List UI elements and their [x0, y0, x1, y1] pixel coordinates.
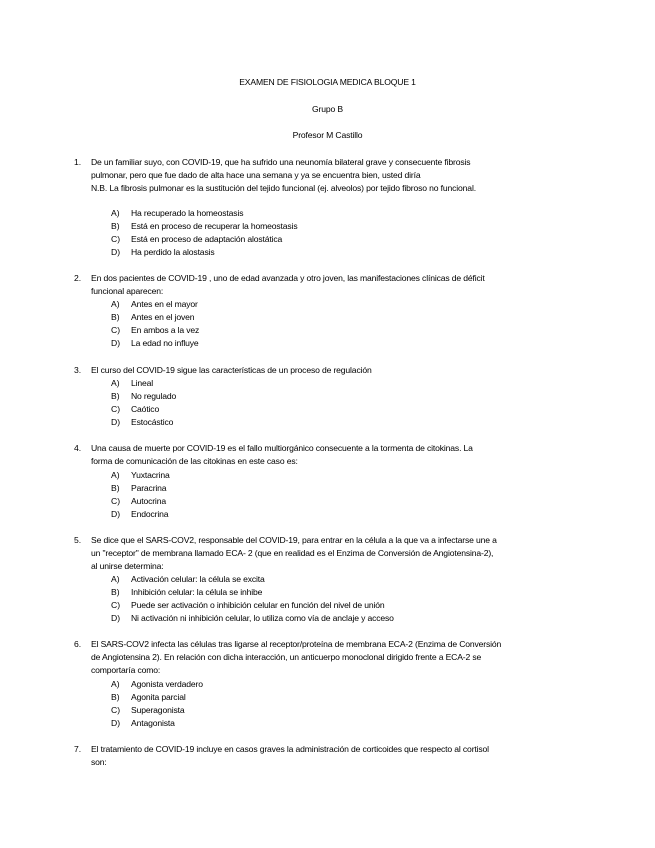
- option-text: Antes en el joven: [131, 312, 195, 322]
- option-text: Endocrina: [131, 509, 169, 519]
- option-text: Agonista verdadero: [131, 679, 203, 689]
- question-text: Se dice que el SARS-COV2, responsable del COVID-19, para entrar en la célula a la que va a infectarse une a: [91, 535, 497, 545]
- option-text: Está en proceso de recuperar la homeostasis: [131, 221, 298, 231]
- option-letter: C): [111, 496, 121, 506]
- option-letter: B): [111, 692, 120, 702]
- option-letter: D): [111, 247, 121, 257]
- exam-group: Grupo B: [312, 104, 343, 114]
- option-letter: B): [111, 312, 120, 322]
- question-number: 5.: [74, 535, 82, 545]
- question-number: 4.: [74, 443, 82, 453]
- option-text: En ambos a la vez: [131, 325, 200, 335]
- option-letter: D): [111, 417, 121, 427]
- question-text: En dos pacientes de COVID-19 , uno de edad avanzada y otro joven, las manifestaciones clínicas de déficit: [91, 273, 485, 283]
- question-text: de Angiotensina 2). En relación con dicha interacción, un anticuerpo monoclonal dirigido frente a ECA-2 se: [91, 652, 482, 662]
- option-text: Antes en el mayor: [131, 299, 198, 309]
- option-text: Estocástico: [131, 417, 174, 427]
- option-text: Inhibición celular: la célula se inhibe: [131, 587, 263, 597]
- option-text: Yuxtacrina: [131, 470, 170, 480]
- option-letter: C): [111, 234, 121, 244]
- option-text: No regulado: [131, 391, 177, 401]
- question-text: El curso del COVID-19 sigue las características de un proceso de regulación: [91, 365, 372, 375]
- question-text: El tratamiento de COVID-19 incluye en casos graves la administración de corticoides que respecto al cortisol: [91, 744, 489, 754]
- option-text: Paracrina: [131, 483, 167, 493]
- option-text: Superagonista: [131, 705, 185, 715]
- option-text: Caótico: [131, 404, 160, 414]
- question-number: 3.: [74, 365, 82, 375]
- option-letter: A): [111, 378, 120, 388]
- option-text: Puede ser activación o inhibición celular en función del nivel de unión: [131, 600, 385, 610]
- option-text: Ni activación ni inhibición celular, lo utiliza como vía de anclaje y acceso: [131, 613, 394, 623]
- question-text: N.B. La fibrosis pulmonar es la sustitución del tejido funcional (ej. alveolos) por tejido fibroso no funcional.: [91, 183, 476, 193]
- option-letter: A): [111, 299, 120, 309]
- question-text: funcional aparecen:: [91, 286, 164, 296]
- exam-professor: Profesor M Castillo: [292, 130, 363, 140]
- option-letter: D): [111, 718, 121, 728]
- option-text: Ha recuperado la homeostasis: [131, 208, 244, 218]
- option-text: Ha perdido la alostasis: [131, 247, 215, 257]
- exam-title: EXAMEN DE FISIOLOGIA MEDICA BLOQUE 1: [239, 77, 416, 87]
- question-number: 6.: [74, 639, 82, 649]
- option-text: Antagonista: [131, 718, 175, 728]
- option-letter: B): [111, 221, 120, 231]
- option-letter: B): [111, 587, 120, 597]
- question-text: Una causa de muerte por COVID-19 es el fallo multiorgánico consecuente a la tormenta de citokinas. La: [91, 443, 473, 453]
- question-text: comportaría como:: [91, 665, 161, 675]
- option-letter: C): [111, 325, 121, 335]
- option-text: Agonita parcial: [131, 692, 186, 702]
- option-letter: B): [111, 483, 120, 493]
- question-number: 1.: [74, 157, 82, 167]
- question-text: un "receptor" de membrana llamado ECA- 2 (que en realidad es el Enzima de Conversión de Angiotensina-2),: [91, 548, 494, 558]
- option-letter: D): [111, 509, 121, 519]
- option-letter: A): [111, 574, 120, 584]
- option-letter: A): [111, 470, 120, 480]
- question-text: El SARS-COV2 infecta las células tras ligarse al receptor/proteína de membrana ECA-2 (Enzima de Conversión: [91, 639, 502, 649]
- option-text: La edad no influye: [131, 338, 199, 348]
- option-letter: D): [111, 613, 121, 623]
- option-letter: D): [111, 338, 121, 348]
- option-text: Lineal: [131, 378, 154, 388]
- option-letter: C): [111, 404, 121, 414]
- option-letter: B): [111, 391, 120, 401]
- question-text: De un familiar suyo, con COVID-19, que ha sufrido una neunomía bilateral grave y consecuente fibrosis: [91, 157, 471, 167]
- question-text: son:: [91, 757, 107, 767]
- question-number: 7.: [74, 744, 82, 754]
- option-letter: C): [111, 705, 121, 715]
- question-text: al unirse determina:: [91, 561, 164, 571]
- question-number: 2.: [74, 273, 82, 283]
- option-letter: C): [111, 600, 121, 610]
- option-text: Autocrina: [131, 496, 166, 506]
- option-text: Activación celular: la célula se excita: [131, 574, 265, 584]
- question-text: pulmonar, pero que fue dado de alta hace una semana y ya se encuentra bien, usted diría: [91, 170, 421, 180]
- question-text: forma de comunicación de las citokinas en este caso es:: [91, 456, 298, 466]
- option-text: Está en proceso de adaptación alostática: [131, 234, 283, 244]
- option-letter: A): [111, 679, 120, 689]
- option-letter: A): [111, 208, 120, 218]
